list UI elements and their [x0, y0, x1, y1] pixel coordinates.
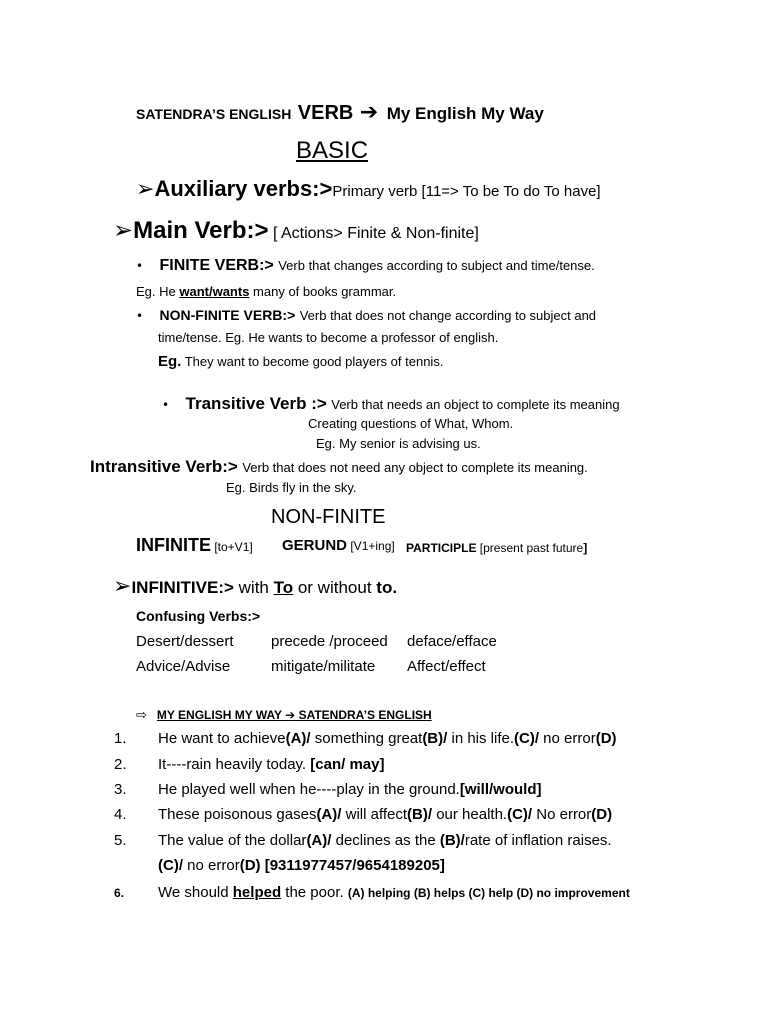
- question-text: It----rain heavily today.: [158, 756, 311, 773]
- question-number: 6.: [114, 886, 125, 900]
- question-text: no error: [183, 857, 240, 874]
- infinite-form: [136, 535, 253, 556]
- participle-form: [406, 539, 587, 557]
- exercise-header: [136, 708, 432, 723]
- finite-line: [136, 257, 595, 275]
- intransitive-desc: Verb that does not need any object to complete its meaning.: [242, 460, 588, 475]
- question-text: rate of inflation raises.: [464, 832, 612, 849]
- main-verb-line: [113, 216, 479, 245]
- question-3: [114, 781, 542, 798]
- verb-heading: VERB: [297, 102, 354, 124]
- option-marker: (C)/: [158, 857, 183, 874]
- nonfinite-example-text: They want to become good players of tennis.: [181, 354, 444, 369]
- question-text: something great: [310, 730, 423, 747]
- bullet-icon: •: [136, 259, 144, 273]
- finite-example-suffix: many of books grammar.: [249, 284, 397, 299]
- confusing-cell: Advice/Advise: [136, 658, 231, 675]
- main-verb-title: Main Verb:>: [133, 217, 269, 244]
- infinitive-or: or without: [293, 578, 377, 597]
- option-marker: (A)/: [285, 730, 311, 747]
- question-options: (A) helping (B) helps (C) help (D) no improvement: [347, 886, 630, 900]
- question-text: in his life.: [447, 730, 515, 747]
- right-arrow-icon: ➔: [359, 100, 379, 125]
- question-text: the poor.: [281, 884, 348, 901]
- brand-name: SATENDRA’S ENGLISH: [136, 106, 292, 122]
- option-marker: (B)/: [407, 806, 433, 823]
- option-marker: (C)/: [507, 806, 533, 823]
- nonfinite-example-label: Eg.: [158, 353, 182, 370]
- question-number: 3.: [114, 781, 127, 798]
- right-arrow-icon: ➔: [285, 708, 296, 722]
- transitive-line2: Creating questions of What, Whom.: [308, 416, 514, 431]
- confusing-row: [136, 633, 497, 650]
- nonfinite-title: NON-FINITE VERB:>: [159, 307, 296, 323]
- gerund-form: [282, 537, 395, 555]
- confusing-title: Confusing Verbs:>: [136, 608, 261, 624]
- confusing-cell: Desert/dessert: [136, 633, 234, 650]
- question-options: [will/would]: [459, 781, 542, 798]
- gerund-label: GERUND: [282, 537, 348, 554]
- question-number: 1.: [114, 730, 127, 747]
- exercise-header-right: SATENDRA’S ENGLISH: [295, 708, 432, 722]
- transitive-desc: Verb that needs an object to complete its meaning: [331, 397, 620, 412]
- question-text: We should: [158, 884, 233, 901]
- option-marker: (A)/: [316, 806, 342, 823]
- option-marker: (D): [595, 730, 617, 747]
- finite-title: FINITE VERB:>: [159, 257, 274, 274]
- finite-desc: Verb that changes according to subject and time/tense.: [278, 258, 595, 273]
- participle-close: ]: [583, 541, 588, 555]
- nonfinite-desc: Verb that does not change according to subject and: [299, 308, 597, 323]
- finite-example: [136, 284, 396, 299]
- nonfinite-line: [136, 307, 596, 325]
- infinitive-to: To: [273, 578, 294, 597]
- transitive-example: Eg. My senior is advising us.: [316, 436, 481, 451]
- auxiliary-desc: Primary verb [11=> To be To do To have]: [332, 183, 601, 200]
- option-marker: (B)/: [422, 730, 448, 747]
- option-marker: (D): [239, 857, 261, 874]
- arrowhead-bullet-icon: ➢: [113, 574, 132, 599]
- header-line: [136, 100, 544, 125]
- nonfinite-desc-cont: time/tense. Eg. He wants to become a professor of english.: [158, 330, 499, 345]
- nonfinite-example: [158, 353, 443, 371]
- option-marker: (C)/: [514, 730, 540, 747]
- arrowhead-bullet-icon: ➢: [136, 177, 155, 202]
- question-options: [can/ may]: [310, 756, 385, 773]
- bullet-icon: •: [162, 398, 170, 412]
- option-marker: (B)/: [439, 832, 465, 849]
- infinitive-to2: to.: [376, 578, 398, 597]
- option-marker: (D): [591, 806, 613, 823]
- infinitive-with: with: [233, 578, 274, 597]
- infinitive-title: INFINITIVE:>: [131, 578, 234, 597]
- question-number: 2.: [114, 756, 127, 773]
- nonfinite-heading: NON-FINITE: [271, 506, 386, 528]
- question-text: These poisonous gases: [158, 806, 317, 823]
- question-text: no error: [539, 730, 596, 747]
- participle-note: [present past future: [476, 541, 584, 555]
- question-text: He played well when he----play in the ground.: [158, 781, 460, 798]
- question-text: will affect: [341, 806, 408, 823]
- question-1: [114, 730, 617, 747]
- infinitive-line: [113, 574, 397, 599]
- finite-example-key: want/wants: [179, 284, 250, 299]
- question-text: The value of the dollar: [158, 832, 307, 849]
- exercise-header-left: MY ENGLISH MY WAY: [156, 708, 286, 722]
- hollow-arrow-icon: ⇨: [136, 708, 147, 723]
- infinite-label: INFINITE: [136, 535, 211, 555]
- intransitive-example: Eg. Birds fly in the sky.: [226, 480, 357, 495]
- question-5: [114, 832, 612, 849]
- transitive-title: Transitive Verb :>: [185, 394, 327, 413]
- question-text: our health.: [432, 806, 508, 823]
- question-4: [114, 806, 612, 823]
- question-2: [114, 756, 384, 773]
- gerund-note: [V1+ing]: [347, 539, 395, 553]
- option-marker: (A)/: [306, 832, 332, 849]
- participle-label: PARTICIPLE: [406, 541, 477, 555]
- confusing-cell: mitigate/militate: [271, 658, 376, 675]
- main-verb-desc: [ Actions> Finite & Non-finite]: [272, 225, 479, 242]
- intransitive-line: [90, 457, 588, 477]
- confusing-cell: Affect/effect: [407, 658, 486, 675]
- question-text: declines as the: [331, 832, 440, 849]
- arrowhead-bullet-icon: ➢: [113, 216, 134, 244]
- tagline: My English My Way: [386, 104, 544, 123]
- question-text: He want to achieve: [158, 730, 286, 747]
- auxiliary-title: Auxiliary verbs:>: [154, 176, 333, 201]
- transitive-line: [162, 394, 620, 414]
- question-key-word: helped: [232, 884, 282, 901]
- infinite-note: [to+V1]: [211, 540, 253, 554]
- auxiliary-line: [136, 176, 601, 202]
- question-text: No error: [532, 806, 592, 823]
- question-5-cont: [158, 857, 445, 874]
- confusing-row: [136, 658, 486, 675]
- bullet-icon: •: [136, 309, 144, 323]
- confusing-cell: precede /proceed: [271, 633, 388, 650]
- intransitive-title: Intransitive Verb:>: [90, 457, 238, 476]
- question-6: [114, 884, 630, 901]
- basic-heading: BASIC: [296, 137, 369, 164]
- question-number: 4.: [114, 806, 127, 823]
- confusing-cell: deface/efface: [407, 633, 497, 650]
- phone-numbers: [9311977457/9654189205]: [260, 857, 445, 874]
- finite-example-prefix: Eg. He: [136, 284, 180, 299]
- question-number: 5.: [114, 832, 127, 849]
